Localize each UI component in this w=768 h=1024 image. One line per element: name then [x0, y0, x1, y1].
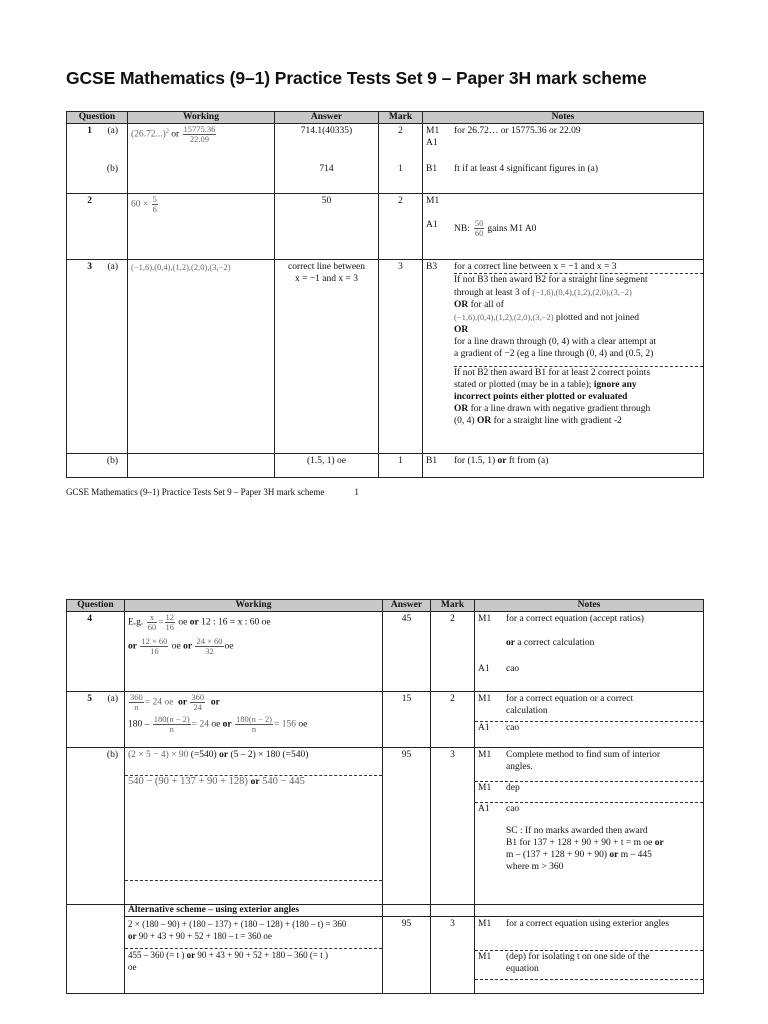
notes-cell — [423, 260, 704, 454]
note-text: stated or plotted (may be in a table); — [454, 380, 592, 390]
fraction: $\frac{360}{24}$ — [191, 692, 205, 712]
working-oe: oe — [224, 641, 234, 652]
note-text: equation — [506, 964, 539, 974]
question-cell — [67, 692, 125, 748]
note-text: for a correct line between x = −1 and x = 3 — [454, 262, 617, 272]
mark-code: M1 — [426, 126, 440, 136]
working-text: 455 – 360 (= t ) — [128, 950, 185, 960]
answer-value: 50 — [275, 194, 379, 260]
mark-code: M1 — [478, 919, 492, 929]
note-or: or — [497, 456, 507, 466]
question-part: (a) — [107, 126, 118, 136]
fraction: $\frac{360}{n}$ — [130, 692, 143, 712]
working-cell — [128, 194, 275, 260]
points-list: (−1,6),(0,4),(1,2),(2,0),(3,−2) — [532, 287, 632, 297]
fraction: $\frac{180(n - 2)}{n}$ — [153, 714, 190, 734]
notes-cell — [475, 692, 704, 748]
mark-value: 3 — [379, 260, 423, 454]
mark-value: 2 — [379, 194, 423, 260]
note-text: ft from (a) — [508, 456, 549, 466]
superscript: 2 — [165, 128, 169, 135]
question-number: 5 — [87, 694, 92, 704]
note-text: for a correct equation (accept ratios) — [506, 614, 644, 624]
question-number: 3 — [87, 262, 92, 272]
working-cell — [125, 692, 383, 748]
note-bold: incorrect points either plotted or evaluated — [454, 392, 628, 402]
mark-value: 1 — [398, 164, 403, 174]
header-answer: Answer — [383, 600, 431, 612]
question-part: (b) — [106, 164, 118, 174]
note-text: for 26.72… or 15775.36 or 22.09 — [454, 126, 581, 136]
working-text: E.g. — [128, 617, 144, 628]
answer-value: 714.1(40335) — [300, 126, 353, 136]
question-cell — [67, 917, 125, 994]
note-text: for a line drawn through (0, 4) with a clear attempt at — [454, 337, 657, 347]
working-text: = 156 — [273, 719, 296, 730]
alt-scheme-heading: Alternative scheme – using exterior angles — [128, 905, 300, 915]
answer-cell — [383, 905, 431, 917]
header-working: Working — [125, 600, 383, 612]
note-or: or — [609, 850, 619, 860]
answer-cell — [275, 260, 379, 454]
note-text: calculation — [506, 706, 548, 716]
fraction: $\frac{180(n - 2)}{n}$ — [236, 714, 272, 734]
note-text: for a correct equation or a correct — [506, 694, 634, 704]
header-mark: Mark — [379, 112, 423, 124]
working-cell — [125, 917, 383, 994]
note-text: (0, 4) — [454, 416, 475, 426]
alt-heading-cell — [125, 905, 383, 917]
fraction: $\frac{24 \times 60}{32}$ — [196, 636, 223, 656]
answer-value: 95 — [383, 748, 431, 905]
working-or: or — [210, 697, 220, 708]
working-or: or — [178, 697, 188, 708]
note-or: or — [506, 638, 515, 648]
note-or: OR — [454, 325, 469, 335]
notes-cell — [423, 194, 704, 260]
working-expr: 60 × — [131, 199, 149, 210]
mark-code: A1 — [426, 220, 438, 230]
working-text: 90 + 43 + 90 + 52 + 180 – 360 (= t ) — [197, 950, 328, 960]
working-cell — [128, 260, 275, 454]
working-oe: oe — [178, 617, 188, 628]
question-number: 1 — [87, 126, 92, 136]
working-oe: oe — [261, 617, 271, 628]
header-notes: Notes — [475, 600, 704, 612]
working-or: or — [171, 129, 180, 140]
page-footer — [66, 487, 359, 497]
answer-line: correct line between — [287, 262, 365, 272]
table-row — [67, 260, 704, 454]
mark-code: B1 — [426, 164, 438, 174]
mark-code: B1 — [426, 456, 438, 466]
mark-scheme-table-1 — [66, 111, 704, 478]
note-text: SC : If no marks awarded then award — [506, 826, 648, 836]
question-part: (a) — [107, 262, 118, 272]
question-number: 2 — [87, 196, 92, 206]
note-text: cao — [506, 664, 520, 674]
header-question: Question — [67, 600, 125, 612]
note-text: dep — [506, 783, 520, 793]
working-cell — [128, 124, 275, 194]
mark-code: A1 — [478, 723, 490, 733]
mark-cell — [431, 905, 475, 917]
note-text: cao — [506, 723, 520, 733]
header-notes: Notes — [423, 112, 704, 124]
question-part: (a) — [107, 694, 118, 704]
note-text: for a correct equation using exterior angles — [506, 919, 670, 929]
note-text: If not B2 then award B1 for at least 2 correct points — [454, 368, 651, 378]
mark-cell — [379, 124, 423, 194]
table-row — [67, 905, 704, 917]
answer-value: 714 — [319, 164, 334, 174]
note-text: for (1.5, 1) — [454, 456, 496, 466]
note-text: angles. — [506, 762, 533, 772]
mark-value: 2 — [431, 612, 475, 692]
notes-cell — [423, 454, 704, 478]
note-text: for all of — [470, 300, 504, 310]
mark-value: 2 — [398, 126, 403, 136]
answer-value: 95 — [383, 917, 431, 994]
header-mark: Mark — [431, 600, 475, 612]
footer-text: GCSE Mathematics (9–1) Practice Tests Set 9 – Paper 3H mark scheme — [66, 487, 325, 497]
mark-code: M1 — [426, 196, 440, 206]
table-row — [67, 124, 704, 194]
mark-value: 3 — [431, 917, 475, 994]
working-oe: oe — [211, 719, 221, 730]
header-answer: Answer — [275, 112, 379, 124]
points-list: (−1,6),(0,4),(1,2),(2,0),(3,−2) — [131, 262, 231, 272]
working-cell — [128, 454, 275, 478]
question-number: 4 — [87, 614, 92, 624]
fraction: $\frac{12 \times 60}{16}$ — [141, 636, 168, 656]
table-row — [67, 692, 704, 748]
note-or: OR — [476, 416, 492, 426]
answer-value: 45 — [383, 612, 431, 692]
note-text: If not B3 then award B2 for a straight line segment — [454, 275, 648, 285]
note-text: cao — [506, 804, 520, 814]
note-or: OR — [454, 300, 469, 310]
mark-value: 3 — [431, 748, 475, 905]
note-or: or — [654, 838, 664, 848]
working-cell — [125, 612, 383, 692]
answer-value: 15 — [383, 692, 431, 748]
equals: = — [158, 617, 164, 628]
working-or: or — [128, 931, 137, 941]
note-text: NB: — [454, 224, 470, 234]
mark-code: A1 — [478, 804, 490, 814]
working-or: or — [189, 617, 199, 628]
working-or: or — [222, 719, 232, 730]
mark-code: A1 — [478, 664, 490, 674]
header-row — [67, 600, 704, 612]
points-list: (−1,6),(0,4),(1,2),(2,0),(3,−2) — [454, 312, 554, 322]
working-text: 180 – — [128, 719, 150, 730]
mark-code: M1 — [478, 614, 492, 624]
table-row — [67, 917, 704, 994]
working-cell — [125, 748, 383, 905]
note-text: m – (137 + 128 + 90 + 90) — [506, 850, 608, 860]
mark-value: 2 — [431, 692, 475, 748]
working-text: = 24 — [191, 719, 209, 730]
fraction: $\frac{5}{6}$ — [152, 194, 157, 214]
working-or: or — [250, 777, 260, 787]
page-title: GCSE Mathematics (9–1) Practice Tests Set 9 – Paper 3H mark scheme — [66, 68, 647, 88]
note-text: gains M1 A0 — [487, 224, 537, 234]
note-text: a correct calculation — [517, 638, 595, 648]
question-part: (b) — [106, 750, 118, 760]
working-text: 12 : 16 = x : 60 — [201, 617, 260, 628]
working-oe: oe — [171, 641, 181, 652]
answer-value: (1.5, 1) oe — [275, 454, 379, 478]
note-text: m – 445 — [620, 850, 652, 860]
question-cell — [67, 905, 125, 917]
working-text: 540 − 445 — [262, 776, 305, 787]
mark-code: M1 — [478, 750, 492, 760]
note-or: OR — [454, 404, 469, 414]
question-cell — [67, 260, 128, 454]
note-text: a gradient of −2 (eg a line through (0, 4) and (0.5, 2) — [454, 349, 654, 359]
mark-code: M1 — [478, 952, 492, 962]
question-cell — [67, 748, 125, 905]
working-text: 540 − (90 + 137 + 90 + 128) — [128, 776, 248, 787]
note-text: where m > 360 — [506, 862, 564, 872]
working-or: or — [183, 641, 193, 652]
working-oe: oe — [128, 962, 137, 972]
answer-line: x = −1 and x = 3 — [294, 274, 359, 284]
mark-value: 1 — [379, 454, 423, 478]
note-text: through at least 3 of — [454, 288, 530, 298]
working-text: (5 – 2) × 180 (=540) — [230, 750, 309, 760]
mark-scheme-table-2 — [66, 599, 704, 994]
working-expr: (26.72...) — [131, 129, 166, 140]
page-number: 1 — [354, 487, 359, 497]
fraction: $\frac{12}{16}$ — [165, 612, 175, 632]
working-text: (2 × 5 − 4) × 90 — [128, 750, 189, 760]
note-text: for a line drawn with negative gradient through — [470, 404, 651, 414]
notes-cell — [423, 124, 704, 194]
question-cell — [67, 124, 128, 194]
mark-code: M1 — [478, 783, 492, 793]
notes-cell — [475, 917, 704, 994]
header-row — [67, 112, 704, 124]
answer-cell — [275, 124, 379, 194]
working-or: or — [186, 950, 196, 960]
working-or: or — [219, 750, 229, 760]
working-text: 90 + 43 + 90 + 52 + 180 – t = 360 — [138, 931, 262, 941]
fraction: $\frac{15775.36}{22.09}$ — [183, 124, 216, 144]
working-oe: oe — [263, 931, 272, 941]
fraction: $\frac{50}{60}$ — [474, 218, 484, 238]
header-question: Question — [67, 112, 128, 124]
working-text: = 24 oe — [144, 697, 174, 708]
working-or: or — [128, 641, 137, 652]
note-text: B1 for 137 + 128 + 90 + 90 + t = m oe — [506, 838, 653, 848]
notes-cell — [475, 905, 704, 917]
fraction: $\frac{x}{60}$ — [147, 612, 157, 632]
question-cell — [67, 194, 128, 260]
table-row — [67, 454, 704, 478]
note-text: Complete method to find sum of interior — [506, 750, 661, 760]
note-text: for a straight line with gradient -2 — [493, 416, 622, 426]
table-row — [67, 748, 704, 905]
table-row — [67, 612, 704, 692]
question-part: (b) — [106, 456, 118, 466]
working-oe: oe — [298, 719, 308, 730]
header-working: Working — [128, 112, 275, 124]
mark-code: B3 — [426, 262, 438, 272]
mark-code: A1 — [426, 138, 438, 148]
notes-cell — [475, 748, 704, 905]
note-text: (dep) for isolating t on one side of the — [506, 952, 650, 962]
note-text: ft if at least 4 significant figures in (a) — [454, 164, 599, 174]
working-text: 2 × (180 – 90) + (180 – 137) + (180 – 128) + (180 – t) = 360 — [128, 919, 347, 929]
question-cell — [67, 612, 125, 692]
mark-code: M1 — [478, 694, 492, 704]
question-cell — [67, 454, 128, 478]
working-text: (=540) — [190, 750, 217, 760]
table-row — [67, 194, 704, 260]
note-text: plotted and not joined — [555, 313, 640, 323]
note-bold: ignore any — [593, 380, 637, 390]
notes-cell — [475, 612, 704, 692]
